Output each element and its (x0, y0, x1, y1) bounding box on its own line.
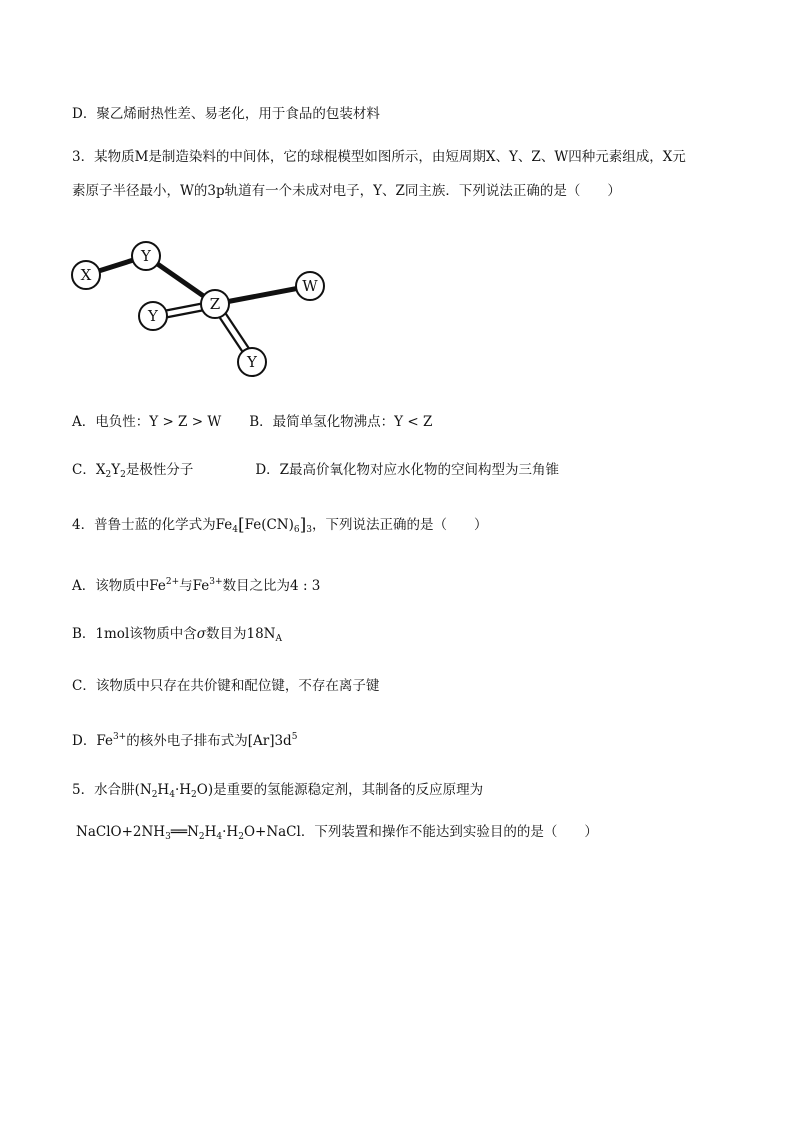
svg-text:W: W (302, 277, 318, 295)
question-3-line-1: 3．某物质M是制造染料的中间体，它的球棍模型如图所示，由短周期X、Y、Z、W四种元素组成，X元 (72, 149, 686, 165)
svg-text:Y: Y (247, 353, 257, 371)
question-3-options-ab (72, 412, 432, 432)
atom-z (201, 290, 229, 318)
question-3-line-2: 素原子半径最小，W的3p轨道有一个未成对电子，Y、Z同主族．下列说法正确的是（ ） (72, 183, 621, 199)
question-4-option-a: A．该物质中$Fe^{2+}$与$Fe^{3+}$数目之比为4 : 3 (72, 577, 321, 594)
option-d-polyethylene: D．聚乙烯耐热性差、易老化，用于食品的包装材料 (72, 106, 380, 122)
question-3-options-cd (72, 460, 559, 485)
question-4-option-b: B．1mol该物质中含σ数目为$18N_A$ (72, 626, 282, 644)
question-5-stem-line-2: $NaClO+2NH_3══N_2H_4\cdot H_2O+NaCl$．下列装置和操作不能达到实验目的的是（ ） (76, 824, 598, 842)
atom-y-top (132, 242, 160, 270)
svg-text:Y: Y (148, 307, 158, 325)
question-4-option-c: C．该物质中只存在共价键和配位键，不存在离子键 (72, 678, 380, 694)
atom-x (72, 261, 100, 289)
svg-text:X: X (80, 266, 92, 284)
svg-text:Y: Y (141, 247, 151, 265)
option-d: D．Z最高价氧化物对应水化物的空间构型为三角锥 (255, 462, 560, 478)
question-4-stem: 4．普鲁士蓝的化学式为$Fe_4[Fe(CN)_6]_3$，下列说法正确的是（ ） (72, 515, 488, 535)
ball-stick-model (66, 234, 336, 382)
atom-y-left (139, 302, 167, 330)
option-b: B．最简单氢化物沸点：Y < Z (249, 414, 433, 430)
question-5-stem-line-1: 5．水合肼$(N_2H_4\cdot H_2O)$是重要的氢能源稳定剂，其制备的反应原理为 (72, 782, 484, 800)
option-c: C．$X_2Y_2$是极性分子 (72, 462, 194, 480)
svg-text:Z: Z (209, 295, 221, 313)
question-4-option-d: D．$Fe^{3+}$的核外电子排布式为$[Ar]3d^5$ (72, 732, 298, 749)
atom-y-bottom (238, 348, 266, 376)
option-a: A．电负性：Y > Z > W (72, 414, 222, 430)
atom-w (296, 272, 324, 300)
